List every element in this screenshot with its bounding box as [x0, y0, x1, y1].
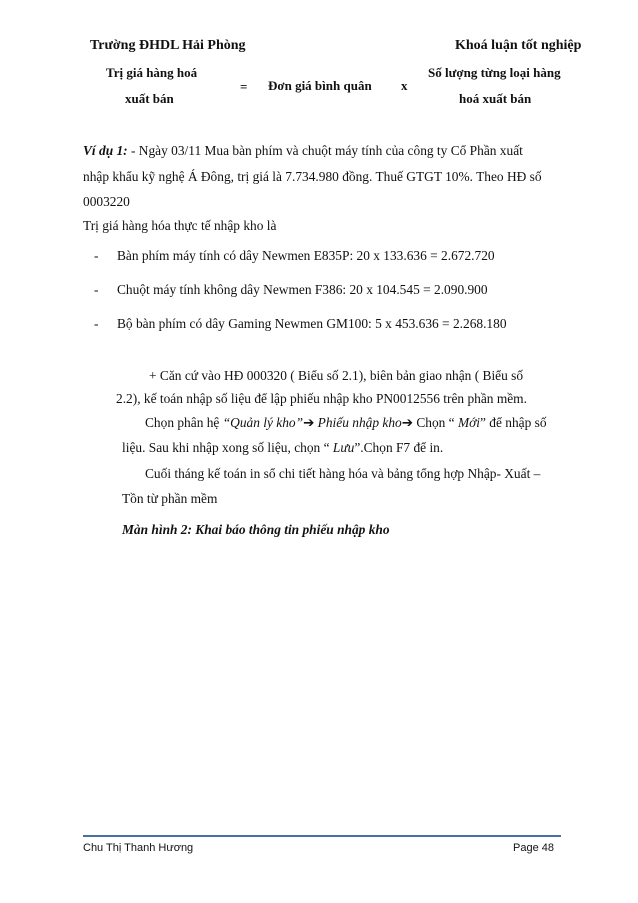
instructions-p3-line2: Tồn từ phần mềm [122, 491, 218, 506]
p2-text-a: Chọn phân hệ [145, 415, 223, 430]
figure-caption: Màn hình 2: Khai báo thông tin phiếu nhập kho [122, 522, 390, 537]
formula-lhs-line2: xuất bán [125, 91, 174, 106]
p2-text-d: Chọn “ [412, 415, 458, 430]
list-item [94, 282, 488, 298]
formula-equals: = [240, 79, 248, 94]
menu-path-luu: Lưu [332, 440, 355, 455]
instructions-p1-line2: 2.2), kế toán nhập số liệu để lập phiếu nhập kho PN0012556 trên phần mềm. [116, 391, 527, 406]
list-text: Bàn phím máy tính có dây Newmen E835P: 20 x 133.636 = 2.672.720 [117, 248, 495, 263]
example-label: Ví dụ 1: [83, 143, 128, 158]
p2-line2-c: ”.Chọn F7 để in. [354, 440, 444, 455]
list-dash: - [94, 282, 99, 297]
list-text: Chuột máy tính không dây Newmen F386: 20 x 104.545 = 2.090.900 [117, 282, 488, 297]
formula-rhs-line1: Số lượng từng loại hàng [428, 65, 561, 80]
example-line3: 0003220 [83, 194, 130, 209]
footer-divider [83, 835, 561, 837]
instructions-p2-line2 [122, 440, 443, 456]
footer-page-number: Page 48 [513, 842, 554, 854]
list-item [94, 248, 495, 264]
instructions-p2-line1 [145, 415, 547, 431]
menu-path-moi: Mới [457, 415, 481, 430]
example-line1-text: - Ngày 03/11 Mua bàn phím và chuột máy tính của công ty Cổ Phần xuất [127, 143, 523, 158]
instructions-p1-line1: + Căn cứ vào HĐ 000320 ( Biểu số 2.1), biên bản giao nhận ( Biểu số [149, 368, 524, 383]
arrow-right-icon: ➔ [303, 415, 315, 430]
p2-text-f: ” để nhập số [480, 415, 547, 430]
formula-lhs-line1: Trị giá hàng hoá [106, 65, 198, 80]
arrow-right-icon: ➔ [401, 415, 413, 430]
instructions-p3-line1: Cuối tháng kế toán in sổ chi tiết hàng hóa và bảng tổng hợp Nhập- Xuất – [145, 466, 541, 481]
formula-rhs-line2: hoá xuất bán [459, 91, 532, 106]
header-title: Khoá luận tốt nghiệp [455, 38, 582, 53]
footer-author: Chu Thị Thanh Hương [83, 842, 194, 854]
list-text: Bộ bàn phím có dây Gaming Newmen GM100: 5 x 453.636 = 2.268.180 [117, 316, 507, 331]
formula-times: x [401, 78, 408, 93]
example-line4: Trị giá hàng hóa thực tế nhập kho là [83, 218, 277, 233]
list-dash: - [94, 248, 99, 263]
menu-path-quan-ly-kho: “Quản lý kho” [222, 415, 304, 430]
header-school: Trường ĐHDL Hải Phòng [90, 38, 246, 53]
list-item [94, 316, 507, 332]
menu-path-phieu-nhap-kho: Phiếu nhập kho [314, 415, 402, 430]
formula-middle: Đơn giá bình quân [268, 78, 372, 93]
example-line2: nhập khẩu kỹ nghệ Á Đông, trị giá là 7.734.980 đồng. Thuế GTGT 10%. Theo HĐ số [83, 169, 542, 184]
p2-line2-a: liệu. Sau khi nhập xong số liệu, chọn “ [122, 440, 333, 455]
example-line1 [83, 143, 523, 159]
list-dash: - [94, 316, 99, 331]
